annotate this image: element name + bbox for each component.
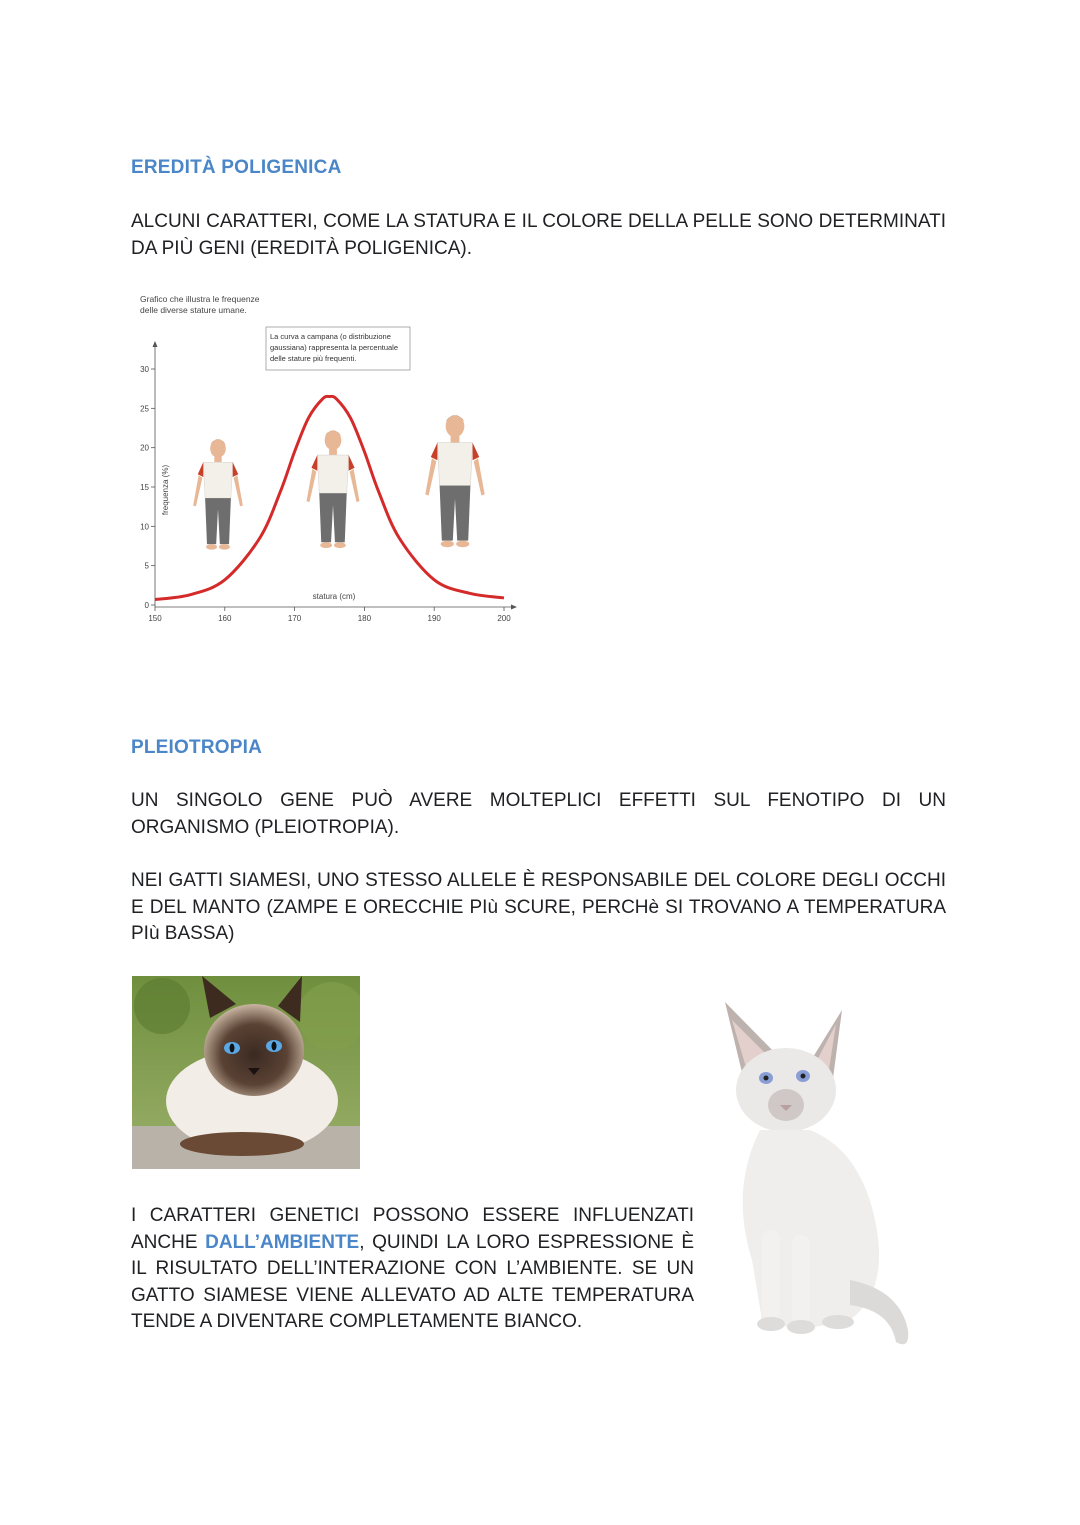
height-frequency-chart <box>130 285 530 630</box>
environment-text-start: I CARATTERI GENETICI POSSONO ESSERE INFLUENZATI ANCHE <box>131 1205 694 1253</box>
y-tick-label: 10 <box>140 522 149 532</box>
environment-highlight: DALL’AMBIENTE <box>205 1231 360 1253</box>
average-person-figure <box>307 431 360 549</box>
y-tick-label: 20 <box>140 443 149 453</box>
y-tick-label: 5 <box>144 561 149 571</box>
environment-text-end: , QUINDI LA LORO ESPRESSIONE È IL RISULTATO DELL’INTERAZIONE CON L’AMBIENTE. SE UN GATTO SIAMESE VIENE ALLEVATO AD ALTE TEMPERATURA TENDE A DIVENTARE COMPLETAMENTE BIANCO. <box>131 1231 694 1332</box>
heading-pleiotropy: PLEIOTROPIA <box>131 737 262 758</box>
paragraph-pleiotropy-definition: UN SINGOLO GENE PUÒ AVERE MOLTEPLICI EFFETTI SUL FENOTIPO DI UN ORGANISMO (PLEIOTROPIA). <box>131 790 946 838</box>
paragraph-environment <box>131 1203 694 1336</box>
heading-polygenic-inheritance: EREDITÀ POLIGENICA <box>131 157 342 178</box>
x-axis-label: statura (cm) <box>312 592 356 601</box>
y-axis-label: frequenza (%) <box>161 464 170 516</box>
paragraph-polygenic: ALCUNI CARATTERI, COME LA STATURA E IL COLORE DELLA PELLE SONO DETERMINATI DA PIÙ GENI (EREDITÀ POLIGENICA). <box>131 211 946 259</box>
curve-note-line3: delle stature più frequenti. <box>270 354 357 363</box>
paragraph-siamese-cats: NEI GATTI SIAMESI, UNO STESSO ALLELE È RESPONSABILE DEL COLORE DEGLI OCCHI E DEL MANTO (ZAMPE E ORECCHIE PIù SCURE, PERCHè SI TROVANO A TEMPERATURA PIù BASSA) <box>131 870 946 944</box>
siamese-cat-photo <box>132 976 360 1169</box>
y-tick-label: 0 <box>144 601 149 610</box>
x-tick-label: 200 <box>497 614 511 623</box>
curve-note-line2: gaussiana) rappresenta la percentuale <box>270 343 399 352</box>
x-tick-label: 160 <box>218 614 232 623</box>
curve-note-line1: La curva a campana (o distribuzione <box>270 332 391 341</box>
y-tick-label: 30 <box>140 365 149 374</box>
y-tick-label: 25 <box>140 404 149 414</box>
x-tick-label: 190 <box>427 614 441 623</box>
figure-caption-line1: Grafico che illustra le frequenze <box>140 294 260 304</box>
tall-person-figure <box>425 415 484 547</box>
short-person-figure <box>193 439 243 549</box>
white-siamese-kitten-photo <box>700 990 925 1360</box>
x-tick-label: 150 <box>148 614 162 623</box>
x-tick-label: 170 <box>287 614 302 623</box>
y-tick-label: 15 <box>140 483 149 492</box>
y-axis-arrow <box>153 341 158 347</box>
x-tick-label: 180 <box>357 614 372 623</box>
x-axis-arrow <box>511 605 517 610</box>
figure-caption-line2: delle diverse stature umane. <box>140 305 247 315</box>
